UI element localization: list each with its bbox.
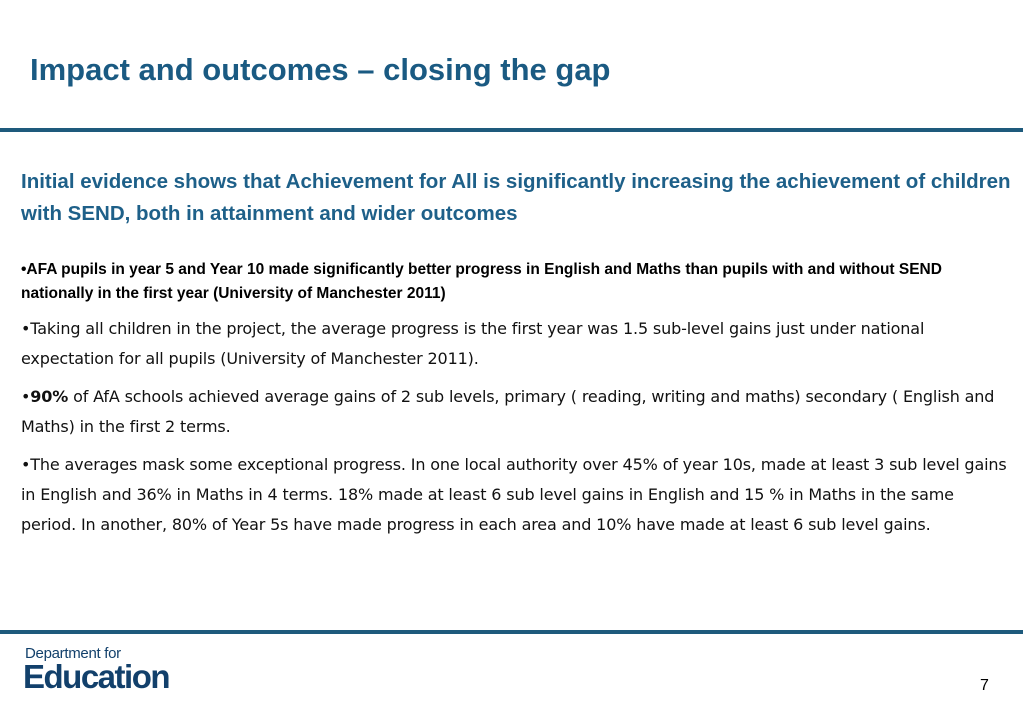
bullet-exceptional-progress: •The averages mask some exceptional progress. In one local authority over 45% of year 10s, made at least 3 sub level gains in English and 36% in Maths in 4 terms. 18% made at least 6 sub level gains in English and 15 % in Maths in the same period. In another, 80% of Year 5s have made progress in each area and 10% have made at least 6 sub level gains. <box>21 455 1007 534</box>
intro-statement: Initial evidence shows that Achievement for All is significantly increasing the achievement of children with SEND, both in attainment and wider outcomes <box>21 170 1011 225</box>
logo-text-education: Education <box>23 658 170 695</box>
slide-title: Impact and outcomes – closing the gap <box>30 52 611 87</box>
department-for-education-logo <box>23 645 193 695</box>
title-divider <box>0 128 1023 132</box>
bullet-afa-progress: •AFA pupils in year 5 and Year 10 made significantly better progress in English and Maths than pupils with and without SEND nationally in the first year (University of Manchester 2011) <box>21 261 942 302</box>
bullet-ninety-percent-text: of AfA schools achieved average gains of 2 sub levels, primary ( reading, writing and maths) secondary ( English and Maths) in the first 2 terms. <box>21 387 995 436</box>
bullet-marker: • <box>21 387 31 406</box>
slide-body <box>21 166 1011 540</box>
page-number: 7 <box>980 677 989 694</box>
logo-text-department: Department for <box>25 645 121 662</box>
bullet-average-progress: •Taking all children in the project, the average progress is the first year was 1.5 sub-level gains just under national expectation for all pupils (University of Manchester 2011). <box>21 319 925 368</box>
footer-divider <box>0 630 1023 634</box>
bullet-ninety-percent <box>21 382 1011 442</box>
bullet-highlight-percent: 90% <box>30 387 69 406</box>
